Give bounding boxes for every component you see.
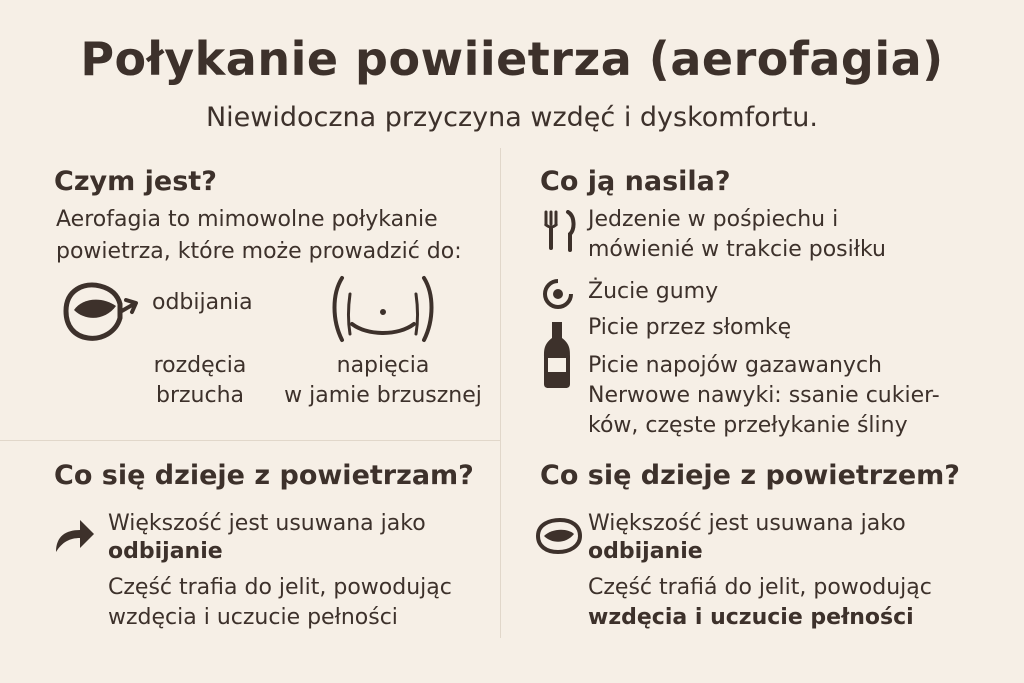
left-bottom-line-1: Większość jest usuwana jako xyxy=(108,511,426,536)
left-bottom-line-2: odbijanie xyxy=(108,539,223,564)
effect-bloating-line-1: rozdęcia xyxy=(153,353,247,378)
what-is-heading: Czym jest? xyxy=(54,166,217,197)
belly-icon xyxy=(328,274,438,344)
causes-heading: Co ją nasila? xyxy=(540,166,731,197)
curved-arrow-icon xyxy=(52,514,96,554)
fork-knife-icon xyxy=(542,210,578,252)
right-bottom-line-2: odbijanie xyxy=(588,539,703,564)
right-bottom-heading: Co się dzieje z powietrzem? xyxy=(540,460,960,491)
effect-tension-line-1: napięcia xyxy=(336,353,430,378)
soda-bottle-icon xyxy=(540,320,574,390)
gum-icon xyxy=(542,278,574,310)
cause-straw: Picie przez słomkę xyxy=(588,315,792,340)
left-bottom-line-4: wzdęcia i uczucie pełności xyxy=(108,605,398,630)
effect-belching: odbijania xyxy=(152,290,253,315)
vertical-divider xyxy=(500,148,501,638)
left-bottom-line-3: Część trafia do jelit, powodując xyxy=(108,575,452,600)
horizontal-divider xyxy=(0,440,500,441)
cause-habits-line-2: ków, częste przełykanie śliny xyxy=(588,413,908,438)
right-bottom-line-4: wzdęcia i uczucie pełności xyxy=(588,605,914,630)
cause-gum: Żucie gumy xyxy=(588,279,719,304)
cause-habits-line-1: Nerwowe nawyki: ssanie cukier- xyxy=(588,383,940,408)
right-bottom-line-3: Część trafiá do jelit, powodując xyxy=(588,575,932,600)
effect-tension-line-2: w jamie brzusznej xyxy=(284,383,482,408)
mouth-icon xyxy=(60,276,140,346)
cause-eating-line-1: Jedzenie w pośpiechu i xyxy=(588,207,839,232)
cause-eating-line-2: mówienié w trakcie posiłku xyxy=(588,237,886,262)
page-subtitle: Niewidoczna przyczyna wzdęć i dyskomfortu. xyxy=(205,102,819,133)
what-is-line-2: powietrza, które może prowadzić do: xyxy=(56,239,462,264)
lips-icon xyxy=(534,516,582,556)
cause-soda: Picie napojów gazawanych xyxy=(588,353,882,378)
left-bottom-heading: Co się dzieje z powietrzam? xyxy=(54,460,474,491)
what-is-line-1: Aerofagia to mimowolne połykanie xyxy=(56,207,438,232)
page-title: Połykanie powiietrza (aerofagia) xyxy=(80,32,944,86)
effect-bloating-line-2: brzucha xyxy=(155,383,245,408)
right-bottom-line-1: Większość jest usuwana jako xyxy=(588,511,906,536)
